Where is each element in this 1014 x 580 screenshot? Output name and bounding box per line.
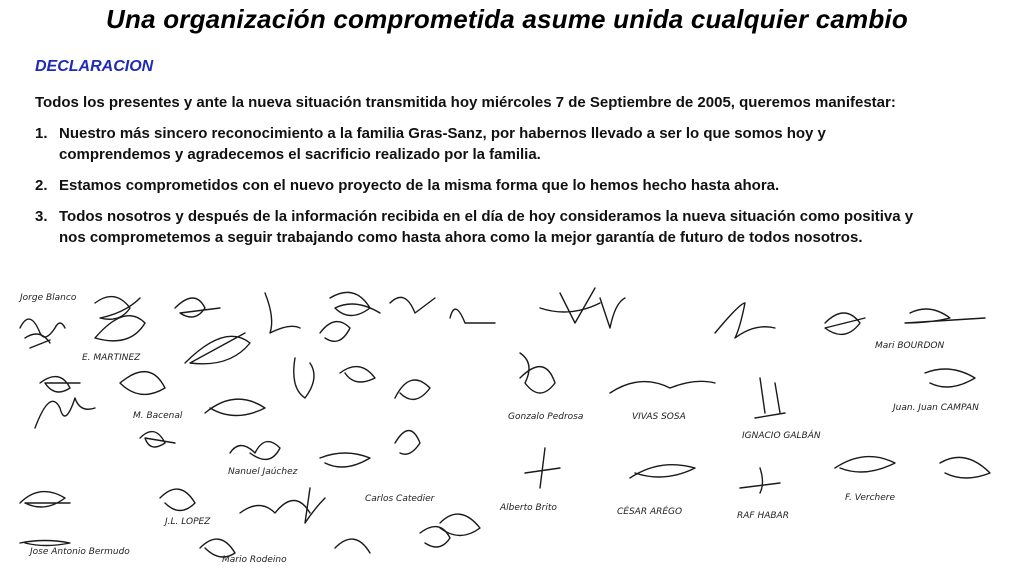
point-number: 1. bbox=[35, 125, 48, 142]
signature-name: Juan. Juan CAMPAN bbox=[893, 403, 979, 413]
point-text-line1: Nuestro más sincero reconocimiento a la familia Gras-Sanz, por habernos llevado a ser lo que somos hoy y bbox=[59, 125, 826, 142]
signature-name: Jose Antonio Bermudo bbox=[30, 547, 130, 557]
signatures-area bbox=[0, 278, 1014, 580]
point-item bbox=[35, 123, 995, 165]
signature-name: CÉSAR ARÉGO bbox=[617, 507, 683, 517]
signatures-image bbox=[0, 278, 1014, 580]
signature-name: Gonzalo Pedrosa bbox=[508, 412, 584, 422]
signature-name: Nanuel Jaúchez bbox=[228, 467, 298, 477]
point-text-line2: comprendemos y agradecemos el sacrificio realizado por la familia. bbox=[59, 146, 541, 163]
point-text-line1: Todos nosotros y después de la información recibida en el día de hoy consideramos la nueva situación como positiva y bbox=[59, 208, 914, 225]
signature-name: F. Verchere bbox=[845, 493, 896, 503]
signature-name: Jorge Blanco bbox=[20, 293, 77, 303]
declaration-points bbox=[35, 123, 995, 258]
point-text-line1: Estamos comprometidos con el nuevo proyecto de la misma forma que lo hemos hecho hasta ahora. bbox=[59, 177, 780, 194]
signature-name: Mario Rodeino bbox=[222, 555, 287, 565]
point-number: 3. bbox=[35, 208, 48, 225]
declaration-heading: DECLARACION bbox=[35, 58, 154, 75]
signature-name: RAF HABAR bbox=[737, 511, 789, 521]
signature-name: VIVAS SOSA bbox=[632, 412, 686, 422]
point-text-line2: nos comprometemos a seguir trabajando como hasta ahora como la mejor garantía de futuro de todos nosotros. bbox=[59, 229, 863, 246]
signature-name: Alberto Brito bbox=[500, 503, 557, 513]
page-title: Una organización comprometida asume unida cualquier cambio bbox=[106, 4, 908, 34]
signature-name: Mari BOURDON bbox=[875, 341, 945, 351]
signature-name: IGNACIO GALBÁN bbox=[742, 431, 821, 441]
point-number: 2. bbox=[35, 177, 48, 194]
signature-name: Carlos Catedier bbox=[365, 494, 435, 504]
intro-paragraph: Todos los presentes y ante la nueva situación transmitida hoy miércoles 7 de Septiembre de 2005, queremos manifestar: bbox=[35, 94, 896, 111]
signature-name: J.L. LOPEZ bbox=[165, 517, 211, 527]
signature-name: E. MARTINEZ bbox=[82, 353, 141, 363]
point-item bbox=[35, 206, 995, 248]
point-item bbox=[35, 175, 995, 196]
signature-name: M. Bacenal bbox=[133, 411, 183, 421]
